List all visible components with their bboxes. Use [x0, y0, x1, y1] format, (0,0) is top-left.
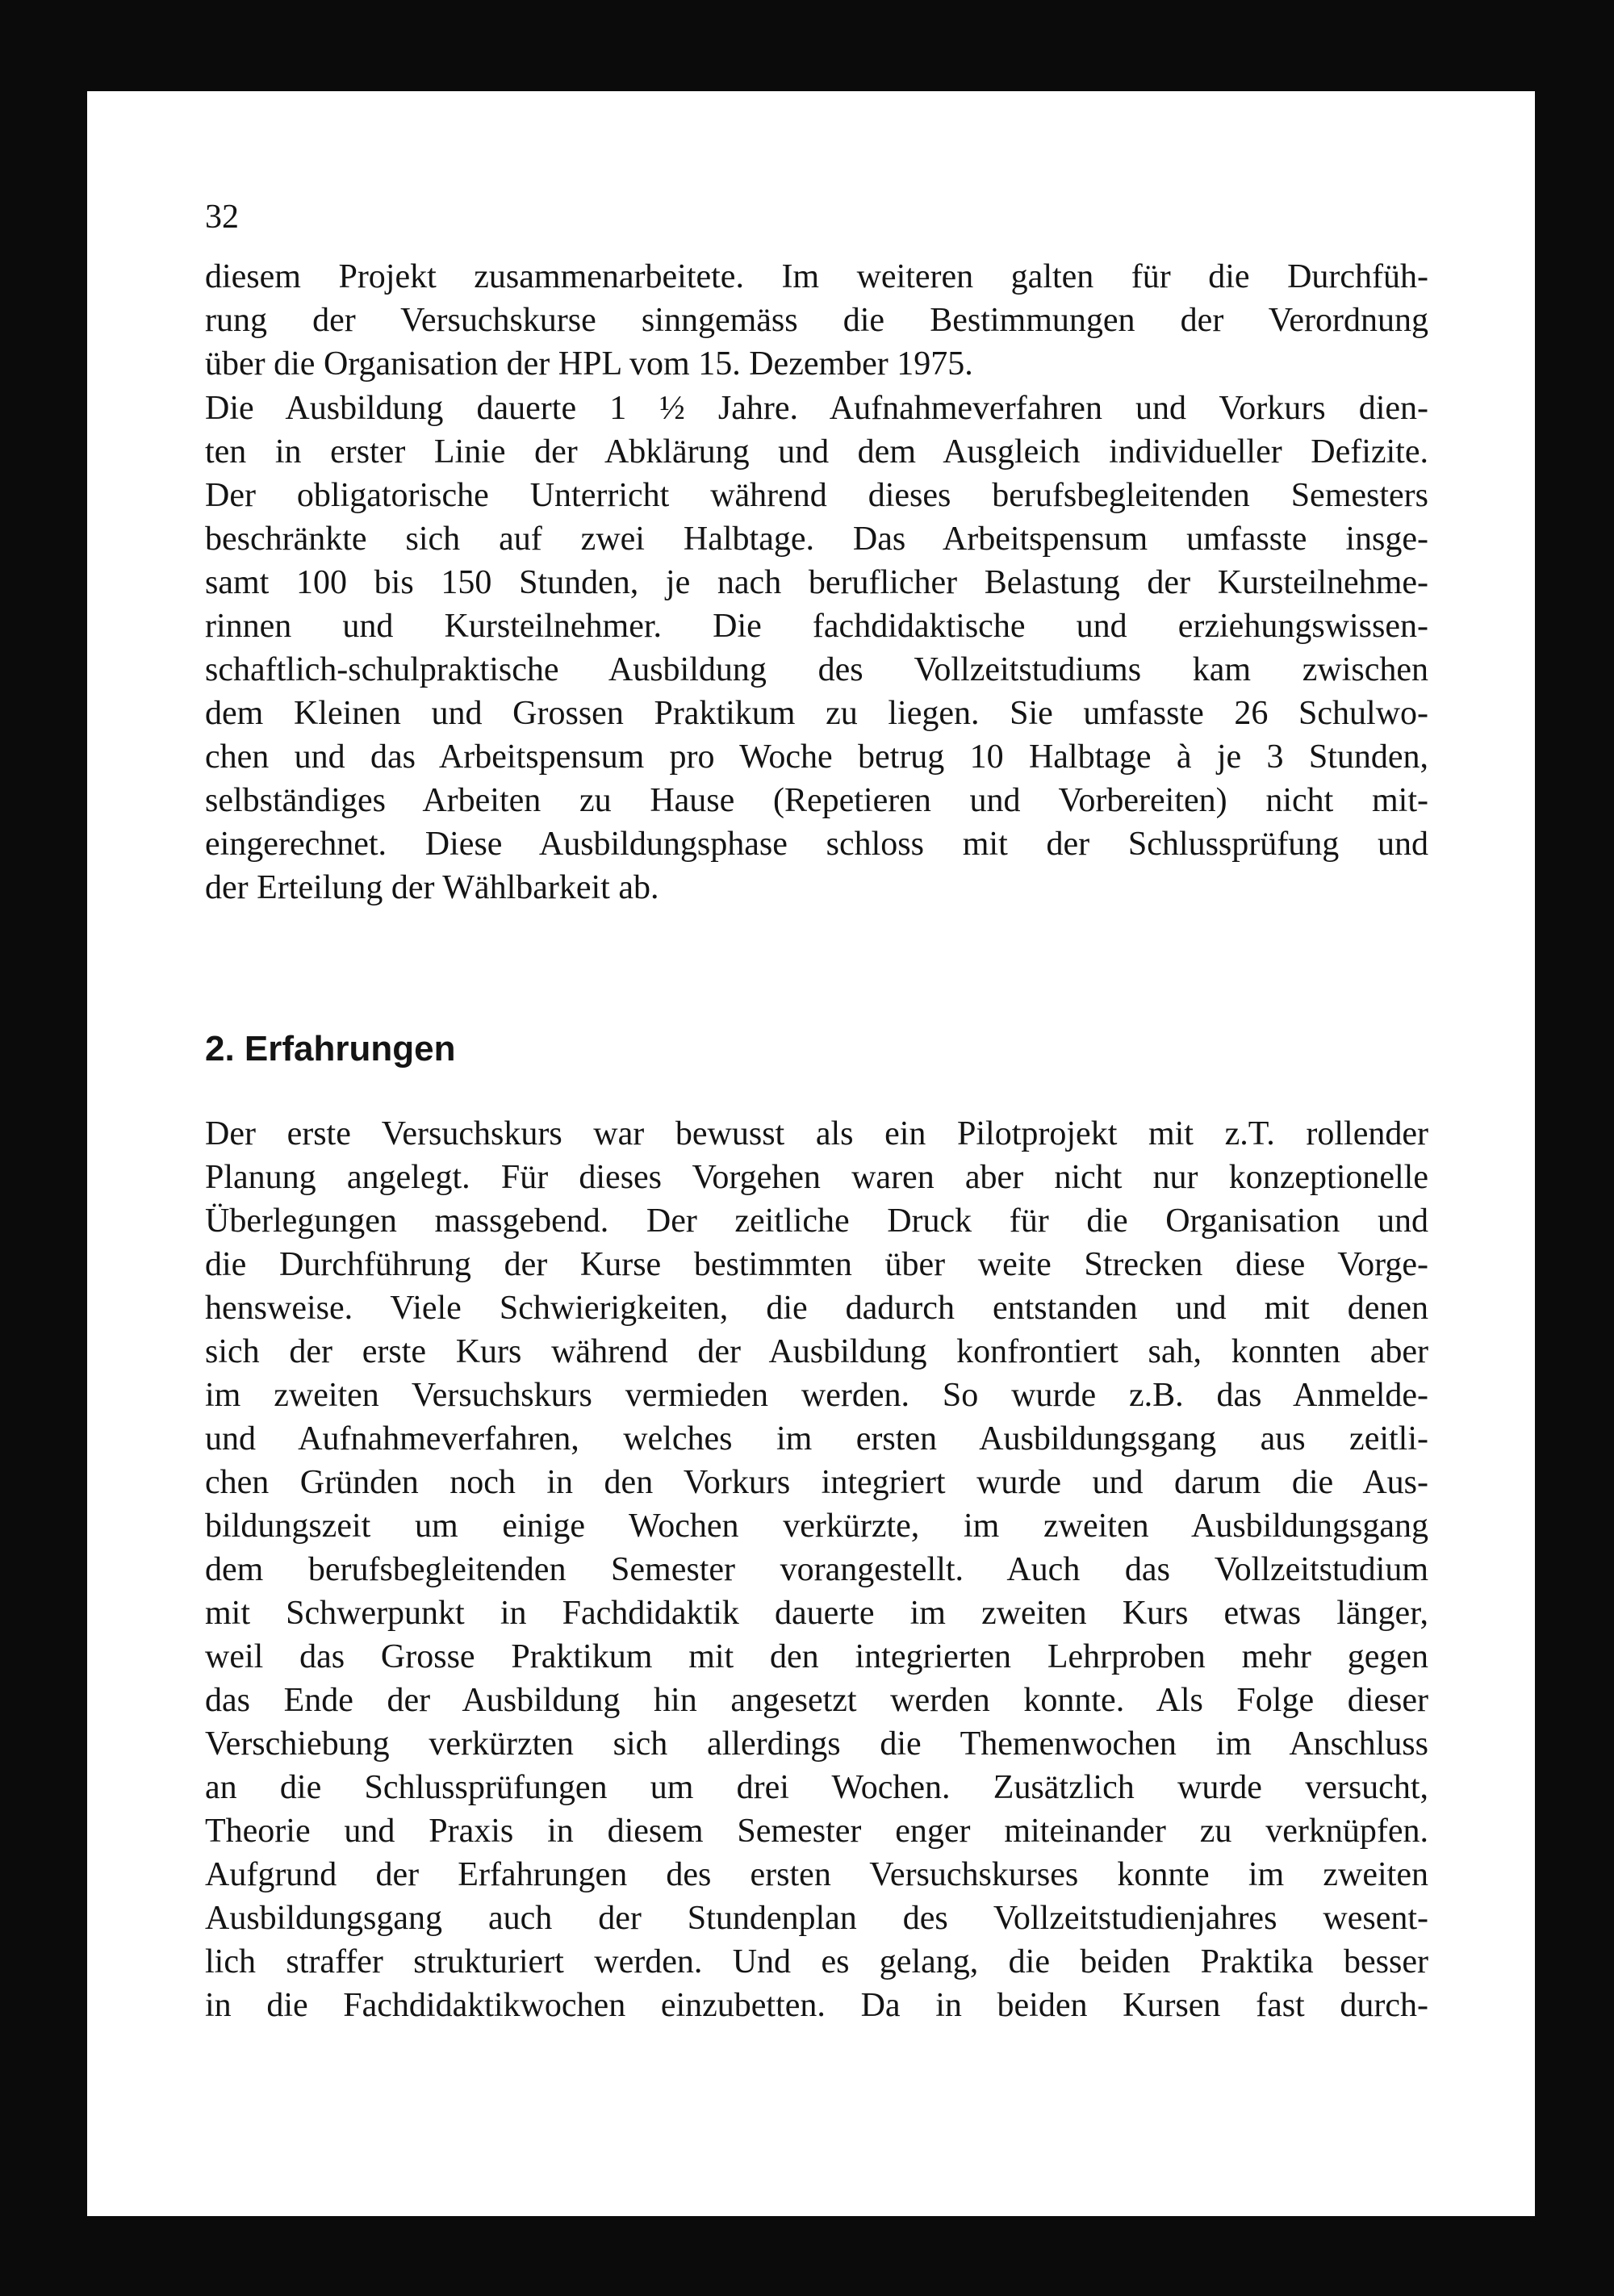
text-line: Der obligatorische Unterricht während dieses berufsbegleitenden Semesters [205, 477, 1428, 514]
text-line: Verschiebung verkürzten sich allerdings die Themenwochen im Anschluss [205, 1725, 1428, 1763]
text-line: Aufgrund der Erfahrungen des ersten Versuchskurses konnte im zweiten [205, 1856, 1428, 1893]
text-line: selbständiges Arbeiten zu Hause (Repetieren und Vorbereiten) nicht mit- [205, 782, 1428, 819]
text-line: chen Gründen noch in den Vorkurs integriert wurde und darum die Aus- [205, 1464, 1428, 1501]
text-line: lich straffer strukturiert werden. Und es gelang, die beiden Praktika besser [205, 1943, 1428, 1980]
paragraph-1 [205, 255, 1428, 386]
text-line: und Aufnahmeverfahren, welches im ersten Ausbildungsgang aus zeitli- [205, 1420, 1428, 1457]
text-line: beschränkte sich auf zwei Halbtage. Das Arbeitspensum umfasste insge- [205, 521, 1428, 558]
text-line: diesem Projekt zusammenarbeitete. Im weiteren galten für die Durchfüh- [205, 258, 1428, 295]
text-line: rung der Versuchskurse sinngemäss die Bestimmungen der Verordnung [205, 302, 1428, 339]
text-line: bildungszeit um einige Wochen verkürzte, im zweiten Ausbildungsgang [205, 1508, 1428, 1545]
text-line: rinnen und Kursteilnehmer. Die fachdidaktische und erziehungswissen- [205, 608, 1428, 645]
text-line: Ausbildungsgang auch der Stundenplan des Vollzeitstudienjahres wesent- [205, 1900, 1428, 1937]
text-line: dem Kleinen und Grossen Praktikum zu liegen. Sie umfasste 26 Schulwo- [205, 695, 1428, 732]
text-line: mit Schwerpunkt in Fachdidaktik dauerte im zweiten Kurs etwas länger, [205, 1595, 1428, 1632]
text-line: hensweise. Viele Schwierigkeiten, die dadurch entstanden und mit denen [205, 1290, 1428, 1327]
text-line: samt 100 bis 150 Stunden, je nach beruflicher Belastung der Kursteilnehme- [205, 564, 1428, 601]
text-line: der Erteilung der Wählbarkeit ab. [205, 869, 659, 906]
paragraph-2 [205, 387, 1428, 910]
text-line: Die Ausbildung dauerte 1 ½ Jahre. Aufnahmeverfahren und Vorkurs dien- [205, 390, 1428, 427]
text-line: die Durchführung der Kurse bestimmten über weite Strecken diese Vorge- [205, 1246, 1428, 1283]
section-heading: 2. Erfahrungen [205, 1029, 456, 1069]
text-line: dem berufsbegleitenden Semester vorangestellt. Auch das Vollzeitstudium [205, 1551, 1428, 1588]
text-line: Planung angelegt. Für dieses Vorgehen waren aber nicht nur konzeptionelle [205, 1159, 1428, 1196]
text-line: über die Organisation der HPL vom 15. Dezember 1975. [205, 345, 973, 383]
text-line: eingerechnet. Diese Ausbildungsphase schloss mit der Schlussprüfung und [205, 826, 1428, 863]
page-number: 32 [205, 199, 239, 236]
text-line: chen und das Arbeitspensum pro Woche betrug 10 Halbtage à je 3 Stunden, [205, 738, 1428, 776]
text-line: im zweiten Versuchskurs vermieden werden. So wurde z.B. das Anmelde- [205, 1377, 1428, 1414]
text-line: das Ende der Ausbildung hin angesetzt werden konnte. Als Folge dieser [205, 1682, 1428, 1719]
text-line: Der erste Versuchskurs war bewusst als ein Pilotprojekt mit z.T. rollender [205, 1115, 1428, 1152]
text-line: schaftlich-schulpraktische Ausbildung des Vollzeitstudiums kam zwischen [205, 651, 1428, 688]
text-line: sich der erste Kurs während der Ausbildung konfrontiert sah, konnten aber [205, 1333, 1428, 1370]
section-paragraph [205, 1112, 1428, 2027]
text-line: in die Fachdidaktikwochen einzubetten. Da in beiden Kursen fast durch- [205, 1987, 1428, 2024]
text-line: ten in erster Linie der Abklärung und dem Ausgleich individueller Defizite. [205, 433, 1428, 470]
text-line: Theorie und Praxis in diesem Semester enger miteinander zu verknüpfen. [205, 1813, 1428, 1850]
text-line: Überlegungen massgebend. Der zeitliche Druck für die Organisation und [205, 1202, 1428, 1240]
text-line: weil das Grosse Praktikum mit den integrierten Lehrproben mehr gegen [205, 1638, 1428, 1675]
text-line: an die Schlussprüfungen um drei Wochen. Zusätzlich wurde versucht, [205, 1769, 1428, 1806]
